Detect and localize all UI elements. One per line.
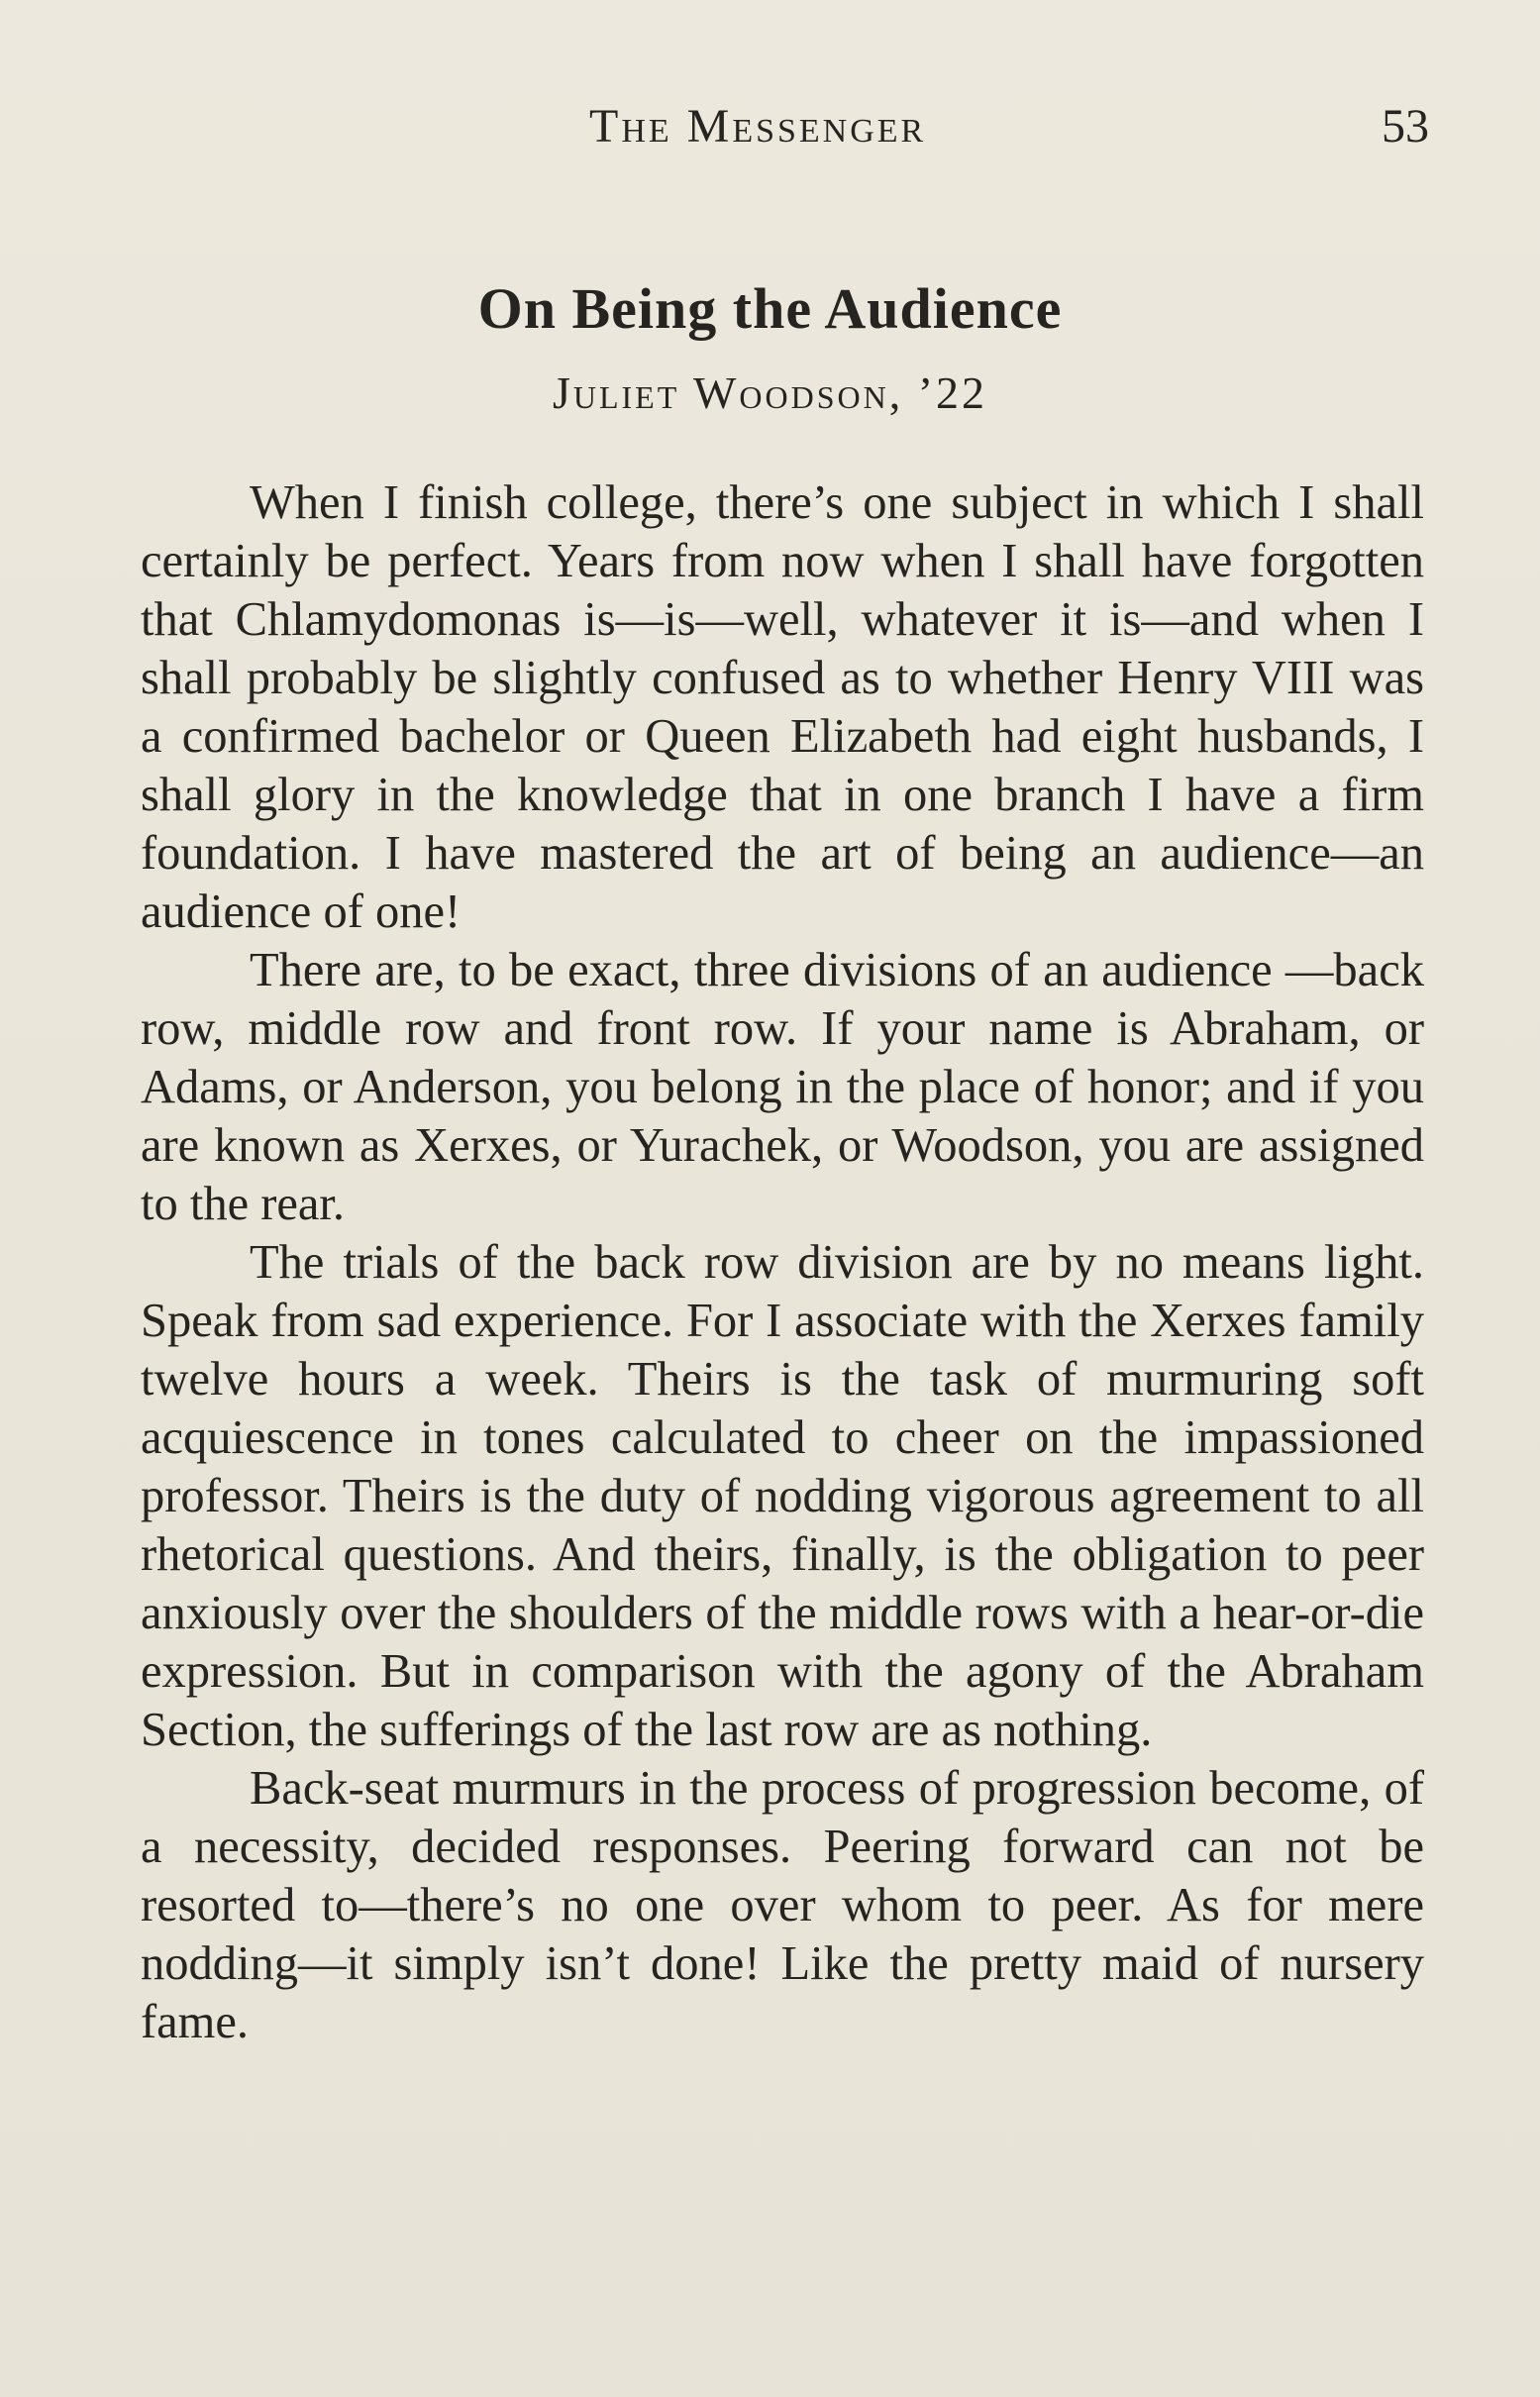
paragraph: Back-seat murmurs in the process of progression become, of a necessity, decided responses. Peering forward can not be resorted to—there’s no one over whom to peer. As for mere nodding—it simply isn’t done! Like the pretty maid of nursery fame. xyxy=(141,1762,1424,2048)
paragraph: The trials of the back row division are by no means light. Speak from sad experience. For I associate with the Xerxes family twelve hours a week. Theirs is the task of murmuring soft acquiescence in tones calculated to cheer on the impassioned professor. Theirs is the duty of nodding vigorous agreement to all rhetorical questions. And theirs, finally, is the obligation to peer anxiously over the shoulders of the middle rows with a hear-or-die expression. But in comparison with the agony of the Abraham Section, the sufferings of the last row are as nothing. xyxy=(141,1236,1424,1756)
running-title: The Messenger xyxy=(589,100,927,153)
paragraph: There are, to be exact, three divisions of an audience —back row, middle row and front row. If your name is Abraham, or Adams, or Anderson, you belong in the place of honor; and if you are known as Xerxes, or Yurachek, or Woodson, you are assigned to the rear. xyxy=(141,944,1424,1230)
article-body xyxy=(141,473,1424,2051)
running-head xyxy=(0,97,1540,156)
article-title: On Being the Audience xyxy=(477,276,1063,341)
byline: Juliet Woodson, ’22 xyxy=(552,367,988,418)
paragraph: When I finish college, there’s one subject in which I shall certainly be perfect. Years from now when I shall have forgotten that Chlamydomonas is—is—well, whatever it is—and when I shall probably be slightly confused as to whether Henry VIII was a confirmed bachelor or Queen Elizabeth had eight husbands, I shall glory in the knowledge that in one branch I have a firm foundation. I have mastered the art of being an audience—an audience of one! xyxy=(141,476,1424,938)
page-number: 53 xyxy=(1382,100,1429,153)
